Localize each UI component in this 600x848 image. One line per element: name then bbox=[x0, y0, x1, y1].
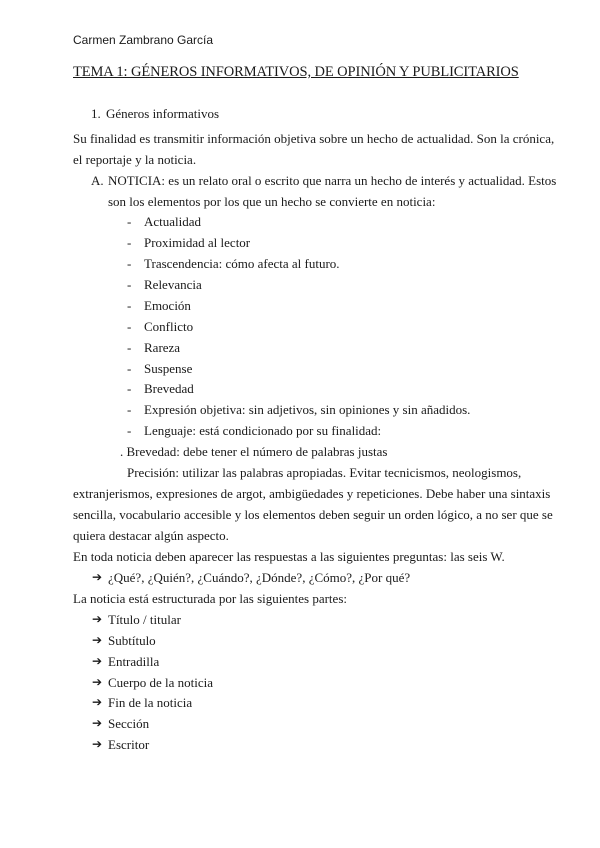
list-dash: - bbox=[127, 423, 132, 438]
section-heading: Géneros informativos bbox=[106, 106, 220, 121]
list-item: Brevedad bbox=[144, 381, 194, 396]
list-dash: - bbox=[127, 319, 132, 334]
list-dash: - bbox=[127, 340, 132, 355]
list-item: Cuerpo de la noticia bbox=[108, 675, 214, 690]
arrow-bullet-icon: ➔ bbox=[92, 675, 103, 689]
list-item: Expresión objetiva: sin adjetivos, sin opiniones y sin añadidos. bbox=[144, 402, 471, 417]
questions-line: ¿Qué?, ¿Quién?, ¿Cuándo?, ¿Dónde?, ¿Cómo?, ¿Por qué? bbox=[108, 570, 411, 585]
list-dash: - bbox=[127, 235, 132, 250]
list-item: Rareza bbox=[144, 340, 181, 355]
intro-line-2: el reportaje y la noticia. bbox=[73, 152, 197, 167]
list-dash: - bbox=[127, 214, 132, 229]
list-item: Conflicto bbox=[144, 319, 194, 334]
arrow-bullet-icon: ➔ bbox=[92, 695, 103, 709]
list-item: Relevancia bbox=[144, 277, 202, 292]
brevedad-line: . Brevedad: debe tener el número de palabras justas bbox=[120, 444, 388, 459]
list-item: Entradilla bbox=[108, 654, 160, 669]
parts-intro: La noticia está estructurada por las siguientes partes: bbox=[73, 591, 347, 606]
list-item: Emoción bbox=[144, 298, 191, 313]
precision-line-3: sencilla, vocabulario accesible y los elementos deben seguir un orden lógico, a no ser que se bbox=[73, 507, 553, 522]
list-dash: - bbox=[127, 256, 132, 271]
section-number: 1. bbox=[91, 106, 101, 121]
arrow-bullet-icon: ➔ bbox=[92, 716, 103, 730]
noticia-definition-line-2: son los elementos por los que un hecho se convierte en noticia: bbox=[108, 194, 436, 209]
list-item: Suspense bbox=[144, 361, 193, 376]
arrow-bullet-icon: ➔ bbox=[92, 570, 103, 584]
list-item: Título / titular bbox=[108, 612, 181, 627]
arrow-bullet-icon: ➔ bbox=[92, 612, 103, 626]
list-dash: - bbox=[127, 381, 132, 396]
list-item: Trascendencia: cómo afecta al futuro. bbox=[144, 256, 340, 271]
precision-line-4: quiera destacar algún aspecto. bbox=[73, 528, 229, 543]
intro-line-1: Su finalidad es transmitir información objetiva sobre un hecho de actualidad. Son la crónica, bbox=[73, 131, 555, 146]
list-item: Lenguaje: está condicionado por su finalidad: bbox=[144, 423, 382, 438]
list-dash: - bbox=[127, 402, 132, 417]
arrow-bullet-icon: ➔ bbox=[92, 737, 103, 751]
list-dash: - bbox=[127, 361, 132, 376]
page-title: TEMA 1: GÉNEROS INFORMATIVOS, DE OPINIÓN Y PUBLICITARIOS bbox=[73, 64, 519, 80]
precision-line-1: Precisión: utilizar las palabras apropiadas. Evitar tecnicismos, neologismos, bbox=[127, 465, 522, 480]
list-marker-a: A. bbox=[91, 173, 104, 188]
list-dash: - bbox=[127, 298, 132, 313]
list-dash: - bbox=[127, 277, 132, 292]
arrow-bullet-icon: ➔ bbox=[92, 633, 103, 647]
list-item: Subtítulo bbox=[108, 633, 156, 648]
precision-line-2: extranjerismos, expresiones de argot, ambigüedades y repeticiones. Debe haber una sintaxis bbox=[73, 486, 551, 501]
list-item: Fin de la noticia bbox=[108, 695, 193, 710]
noticia-definition-line-1: NOTICIA: es un relato oral o escrito que narra un hecho de interés y actualidad. Estos bbox=[108, 173, 557, 188]
author-name: Carmen Zambrano García bbox=[73, 33, 214, 47]
list-item: Sección bbox=[108, 716, 150, 731]
arrow-bullet-icon: ➔ bbox=[92, 654, 103, 668]
list-item: Proximidad al lector bbox=[144, 235, 251, 250]
seis-w-paragraph: En toda noticia deben aparecer las respuestas a las siguientes preguntas: las seis W. bbox=[73, 549, 505, 564]
list-item: Actualidad bbox=[144, 214, 202, 229]
list-item: Escritor bbox=[108, 737, 150, 752]
